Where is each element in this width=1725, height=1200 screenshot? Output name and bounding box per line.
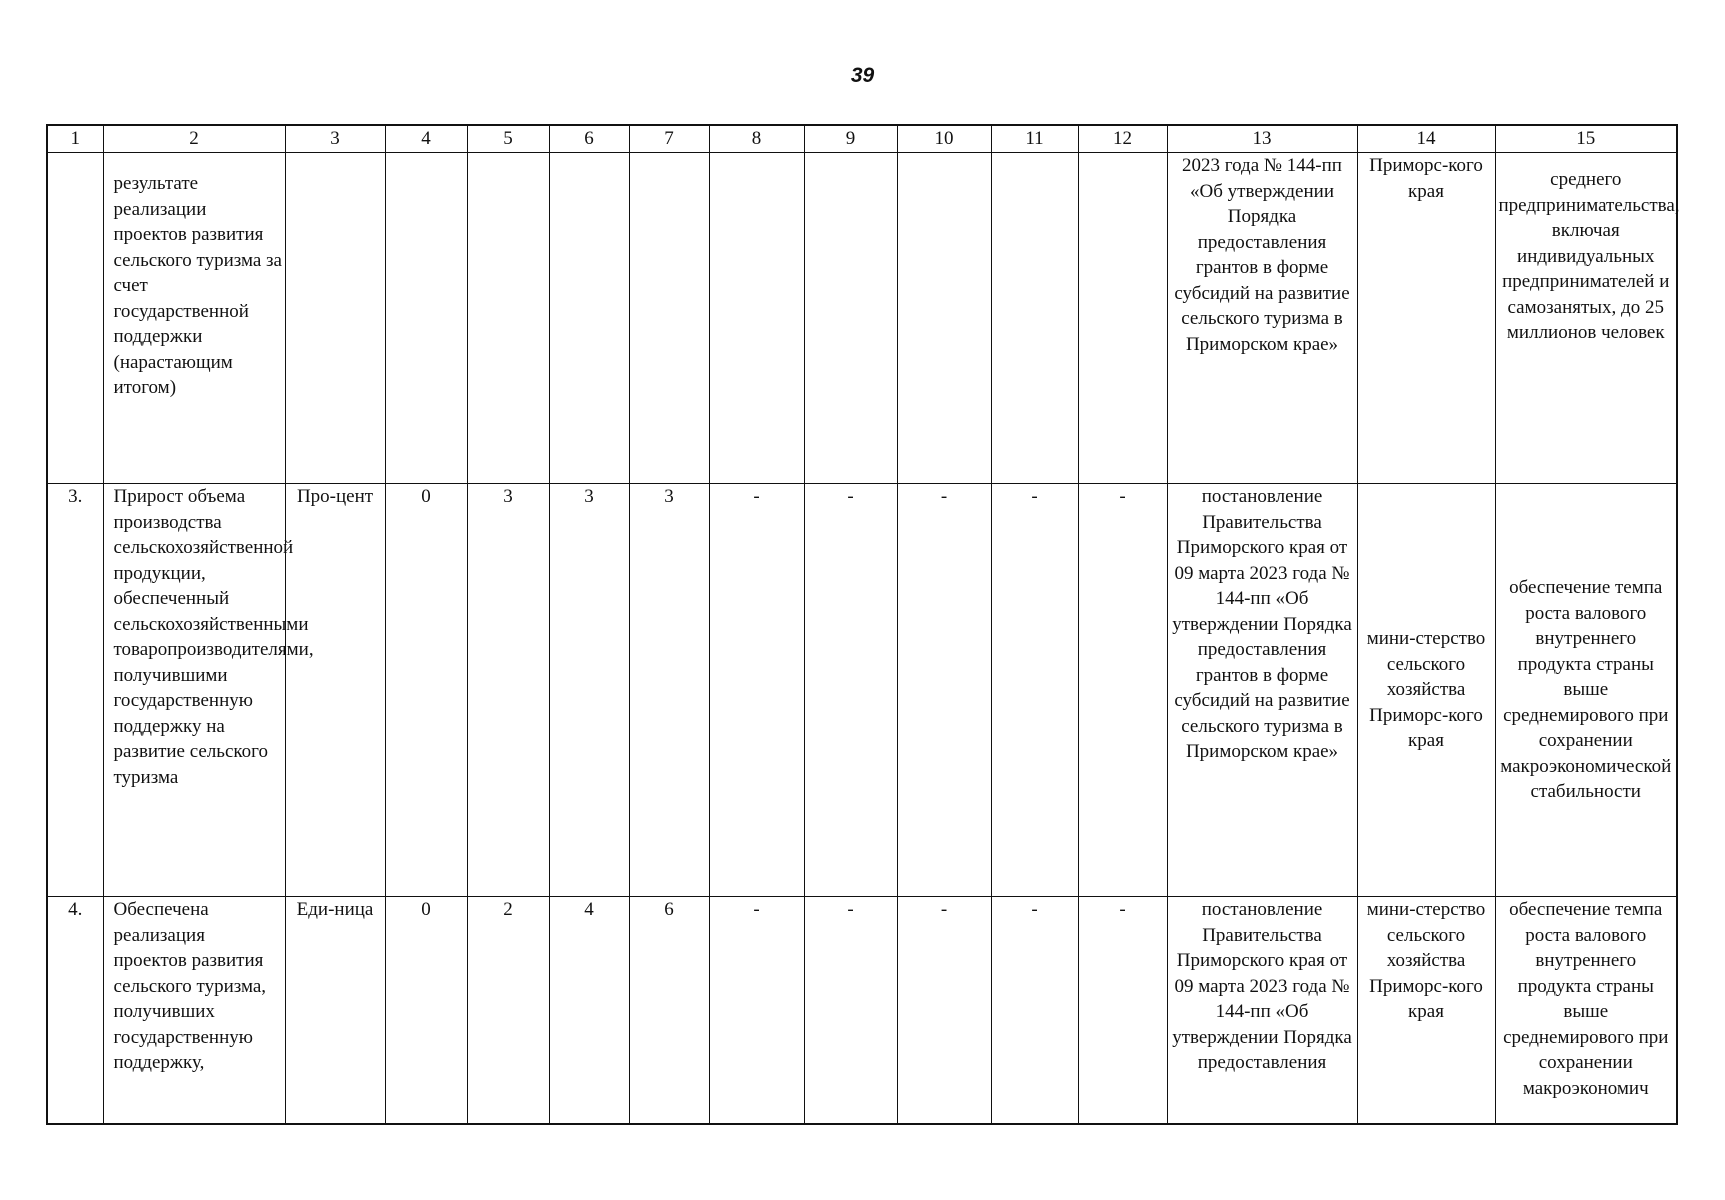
- value-cell: -: [991, 484, 1078, 897]
- value-cell: -: [804, 484, 897, 897]
- value-cell: [897, 153, 991, 484]
- value-cell: 3: [467, 484, 549, 897]
- indicators-table: [46, 124, 1678, 1125]
- legal-document-cell: 2023 года № 144-пп «Об утверждении Порядка предоставления грантов в форме субсидий на развитие сельского туризма в Приморском крае»: [1167, 153, 1357, 484]
- column-number: 12: [1078, 125, 1167, 153]
- value-cell: 6: [629, 897, 709, 1125]
- column-number: 10: [897, 125, 991, 153]
- value-cell: -: [709, 897, 804, 1125]
- national-goal-cell: среднего предпринимательства, включая индивидуальных предпринимателей и самозанятых, до 25 миллионов человек: [1495, 153, 1677, 484]
- value-cell: -: [897, 897, 991, 1125]
- page-number: 39: [850, 64, 875, 87]
- value-cell: -: [709, 484, 804, 897]
- column-number: 8: [709, 125, 804, 153]
- value-cell: -: [804, 897, 897, 1125]
- column-number: 7: [629, 125, 709, 153]
- value-cell: -: [991, 897, 1078, 1125]
- column-numbers-row: [47, 125, 1677, 153]
- value-cell: 2: [467, 897, 549, 1125]
- national-goal-cell: обеспечение темпа роста валового внутреннего продукта страны выше среднемирового при сохранении макроэкономической стабильности: [1495, 484, 1677, 897]
- column-number: 11: [991, 125, 1078, 153]
- unit-cell: Про-цент: [285, 484, 385, 897]
- indicator-name: Обеспечена реализация проектов развития сельского туризма, получивших государственную поддержку,: [103, 897, 285, 1125]
- table-row: [47, 484, 1677, 897]
- value-cell: [385, 153, 467, 484]
- table-row: [47, 897, 1677, 1125]
- unit-cell: [285, 153, 385, 484]
- row-number: 3.: [47, 484, 103, 897]
- column-number: 5: [467, 125, 549, 153]
- value-cell: [549, 153, 629, 484]
- column-number: 2: [103, 125, 285, 153]
- national-goal-cell: обеспечение темпа роста валового внутреннего продукта страны выше среднемирового при сохранении макроэкономич: [1495, 897, 1677, 1125]
- responsible-cell: мини-стерство сельского хозяйства Приморс-кого края: [1357, 897, 1495, 1125]
- value-cell: -: [897, 484, 991, 897]
- responsible-cell: мини-стерство сельского хозяйства Приморс-кого края: [1357, 484, 1495, 897]
- value-cell: 3: [549, 484, 629, 897]
- legal-document-cell: постановление Правительства Приморского края от 09 марта 2023 года № 144-пп «Об утверждении Порядка предоставления: [1167, 897, 1357, 1125]
- value-cell: [467, 153, 549, 484]
- value-cell: [804, 153, 897, 484]
- column-number: 3: [285, 125, 385, 153]
- column-number: 9: [804, 125, 897, 153]
- value-cell: 0: [385, 897, 467, 1125]
- value-cell: [709, 153, 804, 484]
- responsible-cell: Приморс-кого края: [1357, 153, 1495, 484]
- value-cell: [629, 153, 709, 484]
- value-cell: -: [1078, 484, 1167, 897]
- column-number: 14: [1357, 125, 1495, 153]
- table-row: [47, 153, 1677, 484]
- value-cell: 3: [629, 484, 709, 897]
- unit-cell: Еди-ница: [285, 897, 385, 1125]
- column-number: 4: [385, 125, 467, 153]
- row-number: [47, 153, 103, 484]
- value-cell: [991, 153, 1078, 484]
- value-cell: -: [1078, 897, 1167, 1125]
- indicator-name: результате реализации проектов развития сельского туризма за счет государственной поддержки (нарастающим итогом): [103, 153, 285, 484]
- column-number: 6: [549, 125, 629, 153]
- value-cell: [1078, 153, 1167, 484]
- indicator-name: Прирост объема производства сельскохозяйственной продукции, обеспеченный сельскохозяйственными товаропроизводителями, получившими государственную поддержку на развитие сельского туризма: [103, 484, 285, 897]
- column-number: 13: [1167, 125, 1357, 153]
- row-number: 4.: [47, 897, 103, 1125]
- column-number: 1: [47, 125, 103, 153]
- legal-document-cell: постановление Правительства Приморского края от 09 марта 2023 года № 144-пп «Об утверждении Порядка предоставления грантов в форме субсидий на развитие сельского туризма в Приморском крае»: [1167, 484, 1357, 897]
- value-cell: 4: [549, 897, 629, 1125]
- value-cell: 0: [385, 484, 467, 897]
- column-number: 15: [1495, 125, 1677, 153]
